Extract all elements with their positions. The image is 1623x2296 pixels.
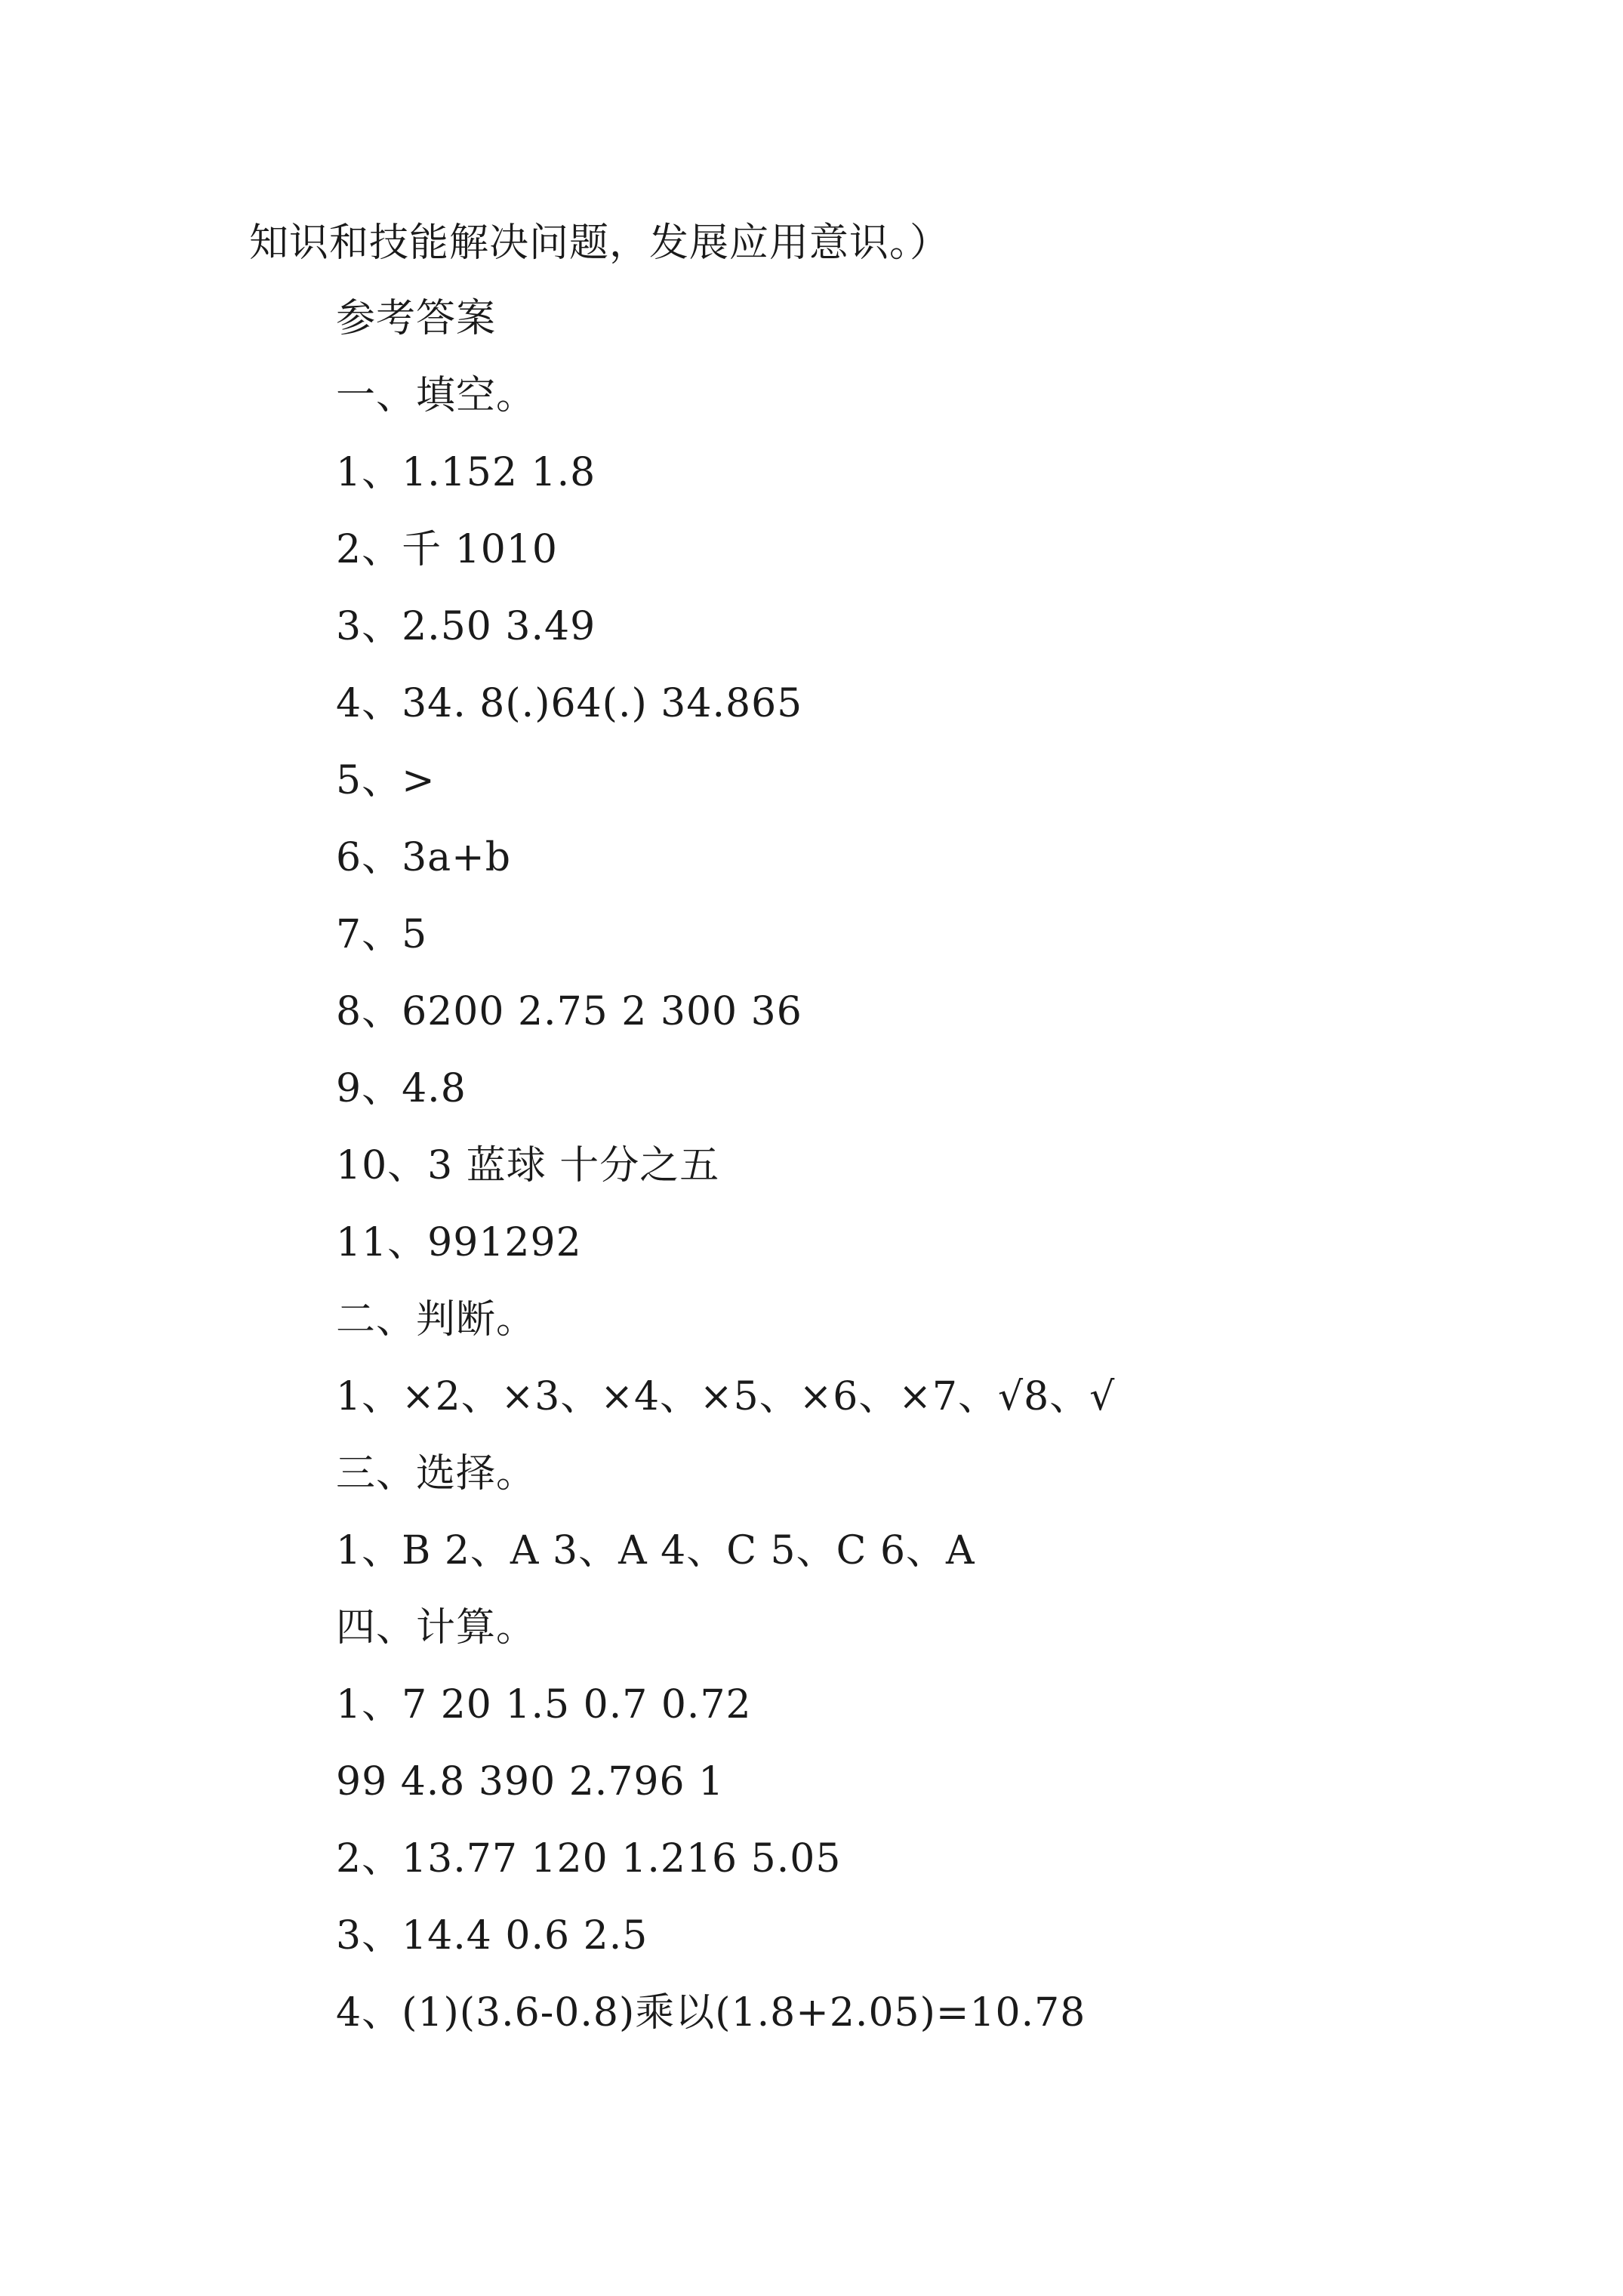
answer-line: 9、4.8: [336, 1066, 467, 1111]
section-judgement: 二、判断。: [336, 1297, 537, 1342]
answer-line: 7、5: [336, 912, 428, 957]
answer-line: 2、千 1010: [336, 527, 558, 572]
heading-answers: 参考答案: [336, 296, 497, 341]
answer-line: 1、×2、×3、×4、×5、×6、×7、√8、√: [336, 1374, 1116, 1419]
answer-line: 4、(1)(3.6-0.8)乘以(1.8+2.05)=10.78: [336, 1990, 1086, 2036]
answer-line: 11、991292: [336, 1220, 582, 1265]
answer-line: 5、>: [336, 758, 436, 803]
answer-line: 4、34. 8(.)64(.) 34.865: [336, 681, 803, 726]
answer-line: 99 4.8 390 2.796 1: [336, 1759, 725, 1804]
answer-line: 3、2.50 3.49: [336, 604, 596, 649]
section-calculation: 四、计算。: [336, 1605, 537, 1650]
answer-line: 6、3a+b: [336, 835, 512, 880]
answer-line: 1、B 2、A 3、A 4、C 5、C 6、A: [336, 1528, 975, 1573]
answer-line: 8、6200 2.75 2 300 36: [336, 989, 802, 1034]
answer-line: 1、1.152 1.8: [336, 450, 596, 495]
text-line-intro: 知识和技能解决问题，发展应用意识。）: [249, 220, 950, 266]
answer-line: 1、7 20 1.5 0.7 0.72: [336, 1682, 752, 1727]
answer-line: 3、14.4 0.6 2.5: [336, 1913, 648, 1959]
section-choice: 三、选择。: [336, 1451, 537, 1496]
answer-line: 2、13.77 120 1.216 5.05: [336, 1836, 842, 1881]
answer-line: 10、3 蓝球 十分之五: [336, 1143, 720, 1188]
section-fill-blank: 一、填空。: [336, 373, 537, 418]
